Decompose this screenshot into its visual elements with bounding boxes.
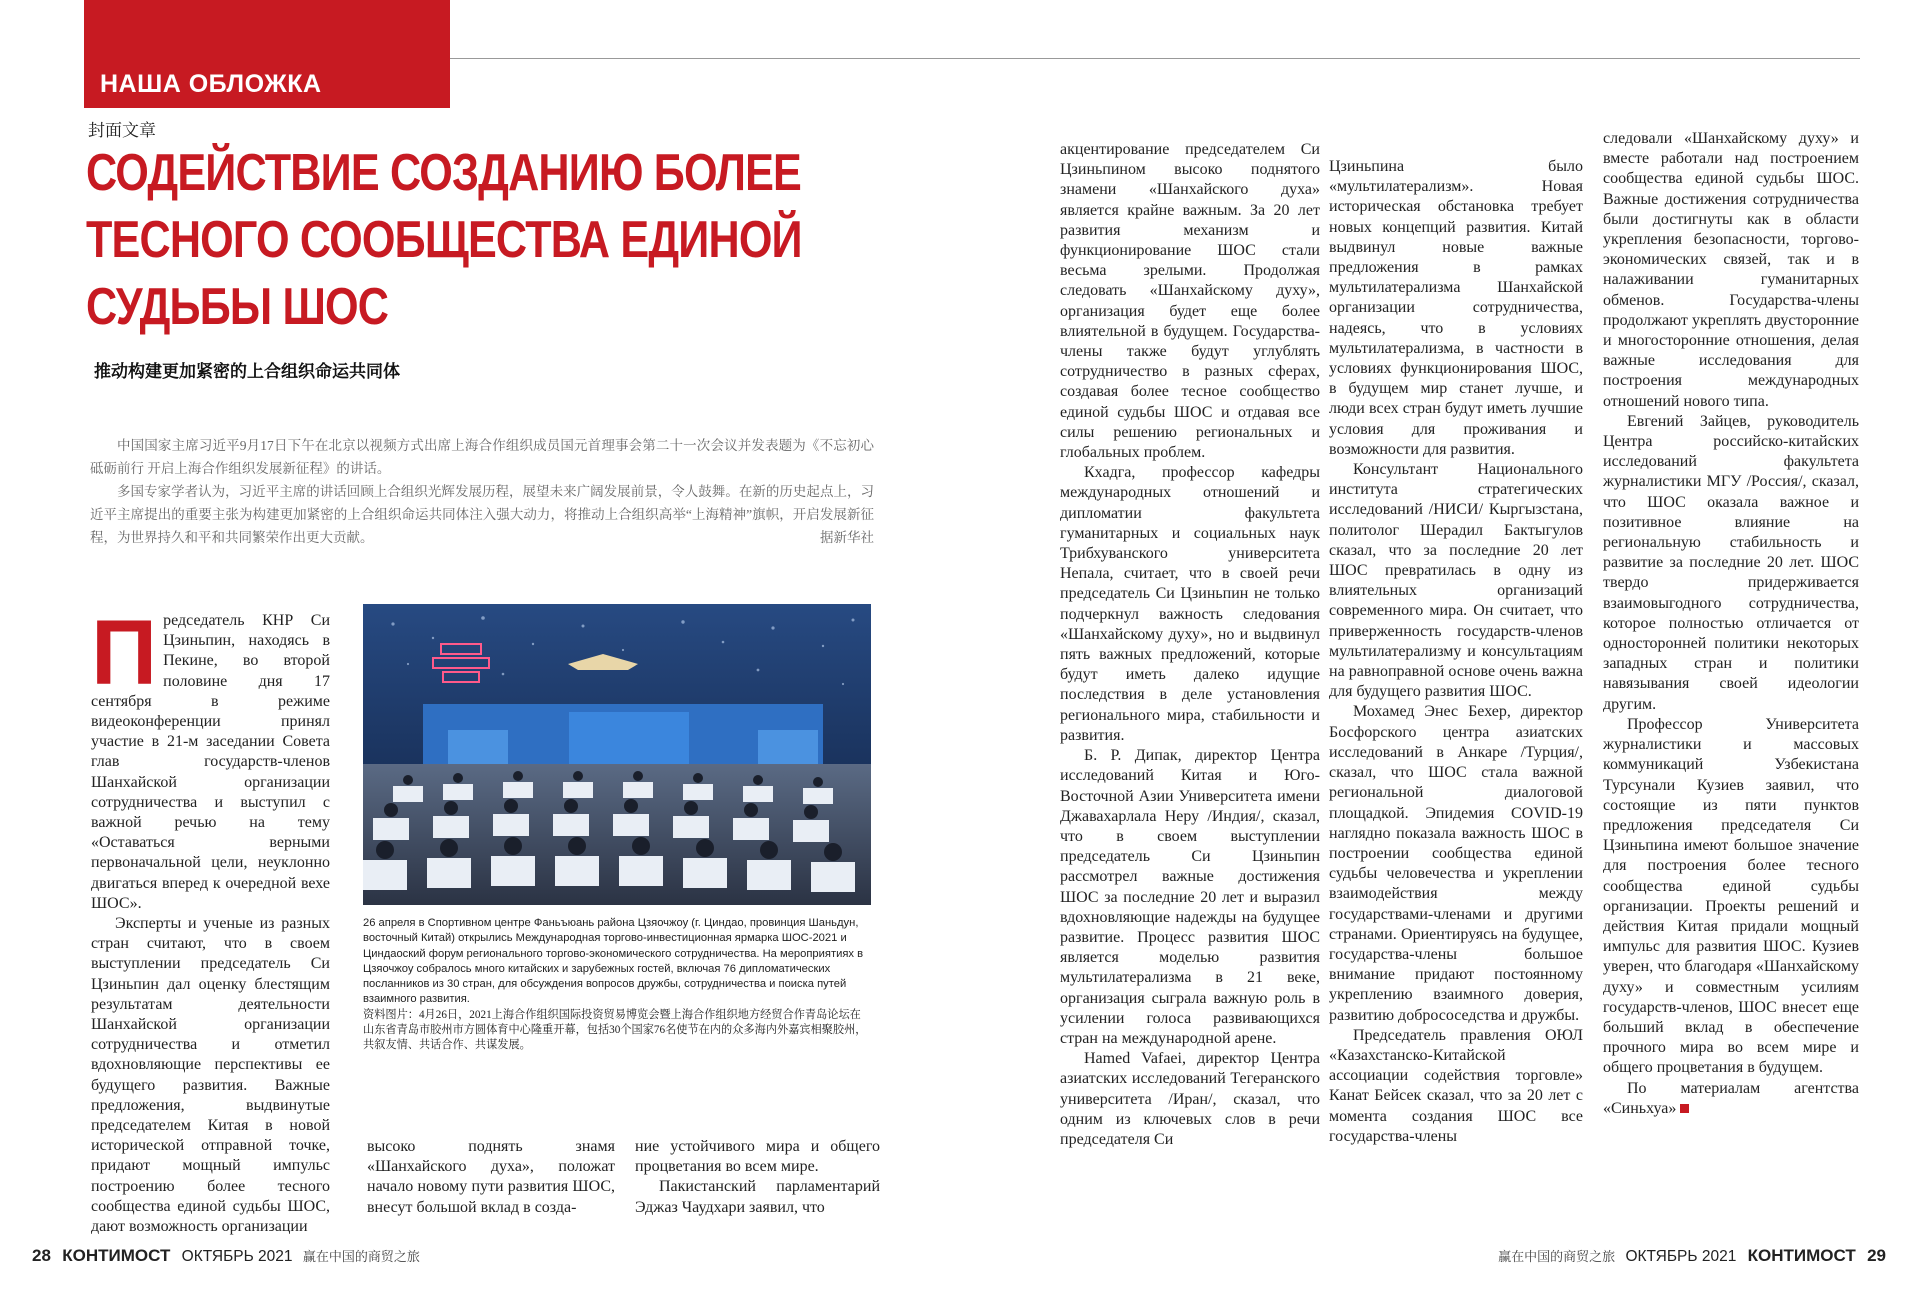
- photo-caption-ru: 26 апреля в Спортивном центре Фаньъюань района Цзяочжоу (г. Циндао, провинция Шаньдун, восточный Китай) открылись Международная торгово-инвестиционная ярмарка ШОС-2021 и Циндаоский форум регионального торгово-экономического сотрудничества. На мероприятиях в Цзяочжоу собралось много китайских и зарубежных гостей, включая 76 дипломатических посланников из 30 стран, для обсуждения вопросов дружбы, сотрудничества и поиска путей взаимного развития.: [363, 917, 864, 1006]
- photo-caption: [363, 916, 871, 1054]
- article-paragraph: Председатель правления ОЮЛ «Казахстанско-Китайской ассоциации содействия торговле» Канат Бейсек сказал, что за 20 лет с момента создания ШОС все государства-члены: [1329, 1026, 1583, 1145]
- magazine-name: КОНТИМОСТ: [1747, 1246, 1856, 1265]
- article-column-3: [635, 1137, 880, 1218]
- top-divider: [450, 58, 1860, 59]
- article-paragraph: Б. Р. Дипак, директор Центра исследований Китая и Юго-Восточной Азии Университета имени Джавахарлала Неру /Индия/, сказал, что в своем выступлении председатель Си Цзиньпин рассмотрел важные достижения ШОС за последние 20 лет и выразил вдохновляющие надежды на будущее развитие. Процесс развития ШОС является моделью развития мультилатерализма в 21 веке, организация сыграла важную роль в усилении голоса развивающихся стран на международной арене.: [1060, 747, 1320, 1047]
- drop-cap: П: [91, 602, 158, 704]
- article-paragraph: Пакистанский парламентарий Эджаз Чаудхари заявил, что: [635, 1178, 880, 1216]
- article-credit: По материалам агентства «Синьхуа»: [1603, 1079, 1859, 1117]
- conference-photo: [363, 604, 871, 905]
- lead-block: [90, 434, 874, 549]
- article-paragraph: [1603, 1079, 1859, 1119]
- lead-source: 据新华社: [820, 530, 874, 545]
- article-paragraph: Консультант Национального института стратегических исследований /НИСИ/ Кыргызстана, политолог Шерадил Бактыгулов сказал, что за последние 20 лет ШОС превратилась в одну из влиятельных организаций современного мира. Он считает, что приверженность государств-членов мультилатерализму и консультациям на равноправной основе очень важна для будущего развития ШОС.: [1329, 461, 1583, 701]
- article-column-4: [1060, 140, 1320, 1150]
- issue-date: ОКТЯБРЬ 2021: [1625, 1248, 1737, 1265]
- lead-paragraph: 多国专家学者认为，习近平主席的讲话回顾上合组织光辉发展历程，展望未来广阔发展前景，令人鼓舞。在新的历史起点上，习近平主席提出的重要主张为构建更加紧密的上合组织命运共同体注入强大动力，将推动上合组织高举“上海精神”旗帜，开启发展新征程，为世界持久和平和共同繁荣作出更大贡献。: [90, 484, 874, 545]
- lead-paragraph: 中国国家主席习近平9月17日下午在北京以视频方式出席上海合作组织成员国元首理事会第二十一次会议并发表题为《不忘初心 砥砺前行 开启上海合作组织发展新征程》的讲话。: [90, 438, 874, 476]
- end-mark-icon: [1680, 1104, 1689, 1113]
- slogan-cn: 赢在中国的商贸之旅: [1498, 1249, 1616, 1264]
- issue-date: ОКТЯБРЬ 2021: [181, 1248, 293, 1265]
- section-label: НАША ОБЛОЖКА: [100, 70, 322, 98]
- article-paragraph: ние устойчивого мира и общего процветания во всем мире.: [635, 1138, 880, 1176]
- headline-line: СОДЕЙСТВИЕ СОЗДАНИЮ БОЛЕЕ: [86, 144, 802, 202]
- article-paragraph: Эксперты и ученые из разных стран считают, что в своем выступлении председатель Си Цзиньпин дал оценку блестящим результатам деятельности Шанхайской организации сотрудничества и отметил вдохновляющие перспективы ее будущего развития. Важные предложения, выдвинутые председателем Китая в новой исторической отправной точке, придают мощный импульс построению более тесного сообщества единой судьбы ШОС, дают возможность организации: [91, 915, 330, 1236]
- article-paragraph: [91, 602, 330, 914]
- article-text: редседатель КНР Си Цзиньпин, находясь в Пекине, во второй половине дня 17 сентября в режиме видеоконференции принял участие в 21-м заседании Совета глав государств-членов Шанхайской организации сотрудничества и выступил с важной речью на тему «Оставаться верными первоначальной цели, неуклонно двигаться вперед к очередной вехе ШОС».: [91, 612, 330, 912]
- slogan-cn: 赢在中国的商贸之旅: [302, 1249, 420, 1264]
- article-column-6: [1603, 129, 1859, 1119]
- photo-caption-cn: 资料图片：4月26日，2021上海合作组织国际投资贸易博览会暨上海合作组织地方经贸合作青岛论坛在山东省青岛市胶州市方圆体育中心隆重开幕，包括30个国家76名使节在内的众多海内外嘉宾相聚胶州，共叙友情、共话合作、共谋发展。: [363, 1008, 867, 1052]
- article-column-5: [1329, 157, 1583, 1147]
- headline-cn: 推动构建更加紧密的上合组织命运共同体: [94, 362, 400, 381]
- article-paragraph: Цзиньпина было «мультилатерализм». Новая историческая обстановка требует новых концепций развития. Китай выдвинул новые важные предложения в рамках мультилатерализма Шанхайской организации сотрудничества, надеясь, что в условиях мультилатерализма, в частности в условиях функционирования ШОС, в будущем мир станет лучше, и люди всех стран будут иметь лучшие условия для проживания и возможности для развития.: [1329, 158, 1583, 458]
- article-column-1: [91, 602, 330, 1237]
- page-number: 29: [1867, 1246, 1886, 1265]
- article-column-2: [367, 1137, 615, 1218]
- article-paragraph: следовали «Шанхайскому духу» и вместе работали над построением сообщества единой судьбы ШОС. Важные достижения сотрудничества были достигнуты как в области укрепления безопасности, торгово-экономических связей, так и в налаживании гуманитарных обменов. Государства-члены продолжают укреплять двусторонние и многосторонние отношения, делая важные исследования для построения международных отношений нового типа.: [1603, 130, 1859, 410]
- magazine-name: КОНТИМОСТ: [62, 1246, 171, 1265]
- article-paragraph: Hamed Vafaei, директор Центра азиатских исследований Тегеранского университета /Иран/, сказал, что одним из ключевых слов в речи председателя Си: [1060, 1050, 1320, 1148]
- footer-left: [32, 1246, 426, 1266]
- page-number: 28: [32, 1246, 51, 1265]
- footer-right: [1492, 1246, 1886, 1266]
- article-paragraph: Кхадга, профессор кафедры международных отношений и дипломатии факультета гуманитарных и социальных наук Трибхуванского университета Непала, считает, что в своей речи председатель Си Цзиньпин не только подчеркнул важность следования «Шанхайскому духу», но и выдвинул пять важных предложений, которые будут иметь далеко идущие последствия в деле установления регионального мира, стабильности и развития.: [1060, 464, 1320, 744]
- headline-line: ТЕСНОГО СООБЩЕСТВА ЕДИНОЙ: [86, 211, 802, 269]
- article-paragraph: акцентирование председателем Си Цзиньпином высоко поднятого знамени «Шанхайского духа» является крайне важным. За 20 лет развития механизм и функционирование ШОС стали весьма зрелыми. Продолжая следовать «Шанхайскому духу», организация будет еще более влиятельной в будущем. Государства-члены также будут углублять сотрудничество в разных сферах, создавая более тесное сообщество единой судьбы ШОС и отдавая все силы решению региональных и глобальных проблем.: [1060, 141, 1320, 462]
- headline-line: СУДЬБЫ ШОС: [86, 278, 389, 336]
- headline: [86, 140, 802, 341]
- article-paragraph: Профессор Университета журналистики и массовых коммуникаций Узбекистана Турсунали Кузиев заявил, что состоящие из пяти пунктов предложения председателя Си Цзиньпина имеют большое значение для построения более тесного сообщества единой судьбы организации. Проекты решений и действия Китая придали мощный импульс для развития ШОС. Кузиев уверен, что благодаря «Шанхайскому духу» и совместным усилиям государств-членов, ШОС внесет еще больший вклад в обеспечение прочного мира во всем мире и общего процветания в будущем.: [1603, 715, 1859, 1077]
- section-label-cn: 封面文章: [88, 121, 156, 140]
- article-paragraph: высоко поднять знамя «Шанхайского духа», положат начало новому пути развития ШОС, внесут большой вклад в созда-: [367, 1138, 615, 1216]
- conference-photo-illustration: [363, 604, 871, 905]
- article-paragraph: Евгений Зайцев, руководитель Центра российско-китайских исследований факультета журналистики МГУ /Россия/, сказал, что ШОС оказала важное и позитивное влияние на региональную стабильность и развитие за последние 20 лет. ШОС твердо придерживается взаимовыгодного сотрудничества, которое полностью отличается от односторонней политики некоторых западных стран и политики навязывания своей идеологии другим.: [1603, 412, 1859, 713]
- article-paragraph: Мохамед Энес Бехер, директор Босфорского центра азиатских исследований в Анкаре /Турция/, сказал, что ШОС стала важной региональной диалоговой площадкой. Эпидемия COVID-19 наглядно показала важность ШОС в построении сообщества единой судьбы человечества и укреплении взаимодействия между государствами-членами и другими странами. Ориентируясь на будущее, государства-члены большое внимание придают постоянному укреплению взаимного доверия, развитию добрососедства и дружбы.: [1329, 703, 1583, 1024]
